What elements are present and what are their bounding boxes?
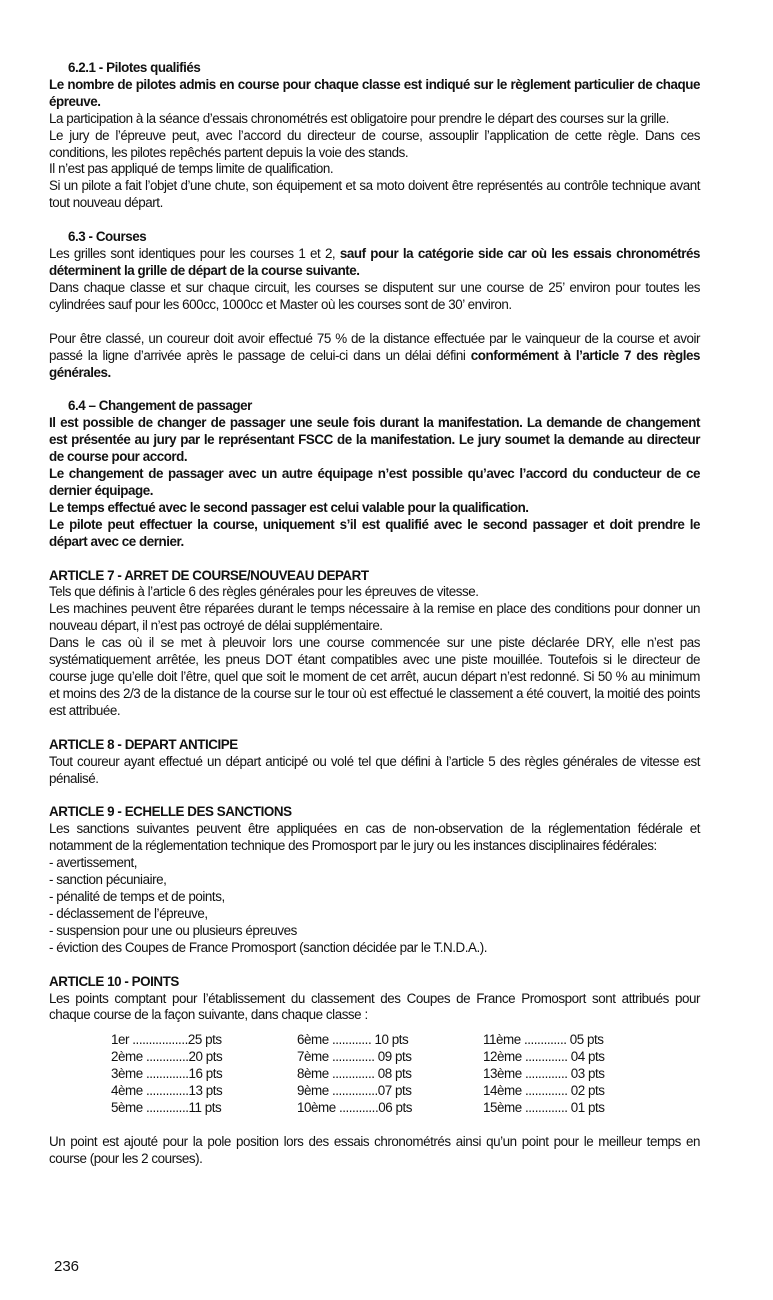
paragraph: Dans le cas où il se met à pleuvoir lors une course commencée sur une piste déclarée DRY, elle n’est pas systématiquement arrêtée, les pneus DOT étant compatibles avec une piste mouillée. Toutefois si le directeur de course juge qu’elle doit l’être, quel que soit le moment de cet arrêt, aucun départ n’est redonné. Si 50 % au minimum et moins des 2/3 de la distance de la course sur le tour où est effectué le classement a été couvert, la moitié des points est attribuée. — [49, 635, 700, 718]
paragraph: Le changement de passager avec un autre équipage n’est possible qu’avec l’accord du conducteur de ce dernier équipage. — [49, 466, 700, 498]
text-run: Les grilles sont identiques pour les courses 1 et 2, — [49, 246, 340, 262]
text-run: Pour être classé, un coureur doit avoir effectué 75 % de la distance effectuée par le vainqueur de la course et avoir passé la ligne d’arrivée après le passage de celui-ci dans un délai défini — [49, 330, 700, 363]
points-row: 5ème .............11 pts — [111, 1099, 222, 1115]
paragraph: Un point est ajouté pour la pole position lors des essais chronométrés ainsi qu’un point pour le meilleur temps en course (pour les 2 courses). — [49, 1133, 700, 1166]
paragraph: Tout coureur ayant effectué un départ anticipé ou volé tel que défini à l’article 5 des règles générales de vitesse est pénalisé. — [49, 753, 700, 786]
paragraph: Tels que définis à l’article 6 des règles générales pour les épreuves de vitesse. — [49, 584, 479, 600]
points-row: 6ème ............ 10 pts — [297, 1032, 409, 1048]
paragraph: Le pilote peut effectuer la course, uniquement s’il est qualifié avec le second passager et doit prendre le départ avec ce dernier. — [49, 516, 700, 549]
points-row: 3ème .............16 pts — [111, 1066, 223, 1082]
paragraph: Les machines peuvent être réparées durant le temps nécessaire à la remise en place des conditions pour donner un nouveau départ, il n’est pas octroyé de délai supplémentaire. — [49, 601, 700, 634]
section-6-4-heading: 6.4 – Changement de passager — [68, 398, 252, 414]
paragraph: Il est possible de changer de passager une seule fois durant la manifestation. La demande de changement est présentée au jury par le représentant FSCC de la manifestation. Le jury soumet la demande au directeur de course pour accord. — [49, 415, 700, 465]
points-column — [297, 1032, 483, 1117]
list-item: - déclassement de l’épreuve, — [49, 905, 208, 921]
paragraph: Les sanctions suivantes peuvent être appliquées en cas de non-observation de la réglementation fédérale et notamment de la réglementation technique des Promosport par le jury ou les instances disciplinaires fédérales: — [49, 821, 700, 854]
points-row: 7ème ............. 09 pts — [297, 1049, 412, 1065]
article-9-heading: ARTICLE 9 - ECHELLE DES SANCTIONS — [49, 804, 292, 820]
points-row: 15ème ............. 01 pts — [483, 1099, 605, 1115]
points-row: 12ème ............. 04 pts — [483, 1049, 605, 1065]
article-8-heading: ARTICLE 8 - DEPART ANTICIPE — [49, 736, 238, 752]
points-table — [111, 1032, 700, 1117]
paragraph: Dans chaque classe et sur chaque circuit, les courses se disputent sur une course de 25’ environ pour toutes les cylindrées sauf pour les 600cc, 1000cc et Master où les courses sont de 30’ environ. — [49, 279, 700, 312]
paragraph: La participation à la séance d’essais chronométrés est obligatoire pour prendre le départ des courses sur la grille. — [49, 110, 669, 126]
points-row: 2ème .............20 pts — [111, 1049, 223, 1065]
paragraph: Les points comptant pour l’établissement du classement des Coupes de France Promosport sont attribués pour chaque course de la façon suivante, dans chaque classe : — [49, 990, 700, 1023]
points-row: 10ème ............06 pts — [297, 1099, 412, 1115]
list-item: - éviction des Coupes de France Promosport (sanction décidée par le T.N.D.A.). — [49, 939, 488, 955]
document-page — [49, 60, 700, 1168]
bold-text-run: sauf pour la catégorie side car où les essais chronométrés déterminent la grille de départ de la course suivante. — [49, 246, 701, 278]
points-row: 11ème ............. 05 pts — [483, 1032, 604, 1048]
article-10-heading: ARTICLE 10 - POINTS — [49, 973, 179, 989]
section-6-2-1-heading: 6.2.1 - Pilotes qualifiés — [68, 60, 201, 75]
points-column — [483, 1032, 669, 1117]
section-6-3-heading: 6.3 - Courses — [68, 229, 147, 245]
points-row: 9ème ..............07 pts — [297, 1083, 412, 1099]
list-item: - pénalité de temps et de points, — [49, 888, 225, 904]
page-number: 236 — [54, 1258, 80, 1275]
paragraph: Il n’est pas appliqué de temps limite de qualification. — [49, 161, 334, 177]
paragraph: Le temps effectué avec le second passager est celui valable pour la qualification. — [49, 499, 529, 515]
paragraph: Si un pilote a fait l’objet d’une chute, son équipement et sa moto doivent être représentés au contrôle technique avant tout nouveau départ. — [49, 178, 700, 211]
points-row: 14ème ............. 02 pts — [483, 1083, 605, 1099]
list-item: - sanction pécuniaire, — [49, 872, 167, 888]
points-row: 4ème .............13 pts — [111, 1083, 223, 1099]
list-item: - avertissement, — [49, 855, 138, 871]
paragraph — [49, 331, 700, 382]
sanctions-list — [49, 855, 700, 956]
paragraph — [49, 246, 700, 280]
bold-text-run: conformément à l’article 7 des règles générales. — [49, 347, 700, 380]
article-7-heading: ARTICLE 7 - ARRET DE COURSE/NOUVEAU DEPART — [49, 567, 369, 583]
list-item: - suspension pour une ou plusieurs épreuves — [49, 922, 297, 938]
paragraph: Le jury de l’épreuve peut, avec l’accord du directeur de course, assouplir l’application de cette règle. Dans ces conditions, les pilotes repêchés partent depuis la voie des stands. — [49, 127, 700, 160]
points-row: 1er .................25 pts — [111, 1032, 222, 1048]
points-row: 13ème ............. 03 pts — [483, 1066, 605, 1082]
section-6-2-1-bold-paragraph: Le nombre de pilotes admis en course pour chaque classe est indiqué sur le règlement particulier de chaque épreuve. — [49, 76, 700, 109]
points-row: 8ème ............. 08 pts — [297, 1066, 412, 1082]
points-column — [111, 1032, 297, 1117]
